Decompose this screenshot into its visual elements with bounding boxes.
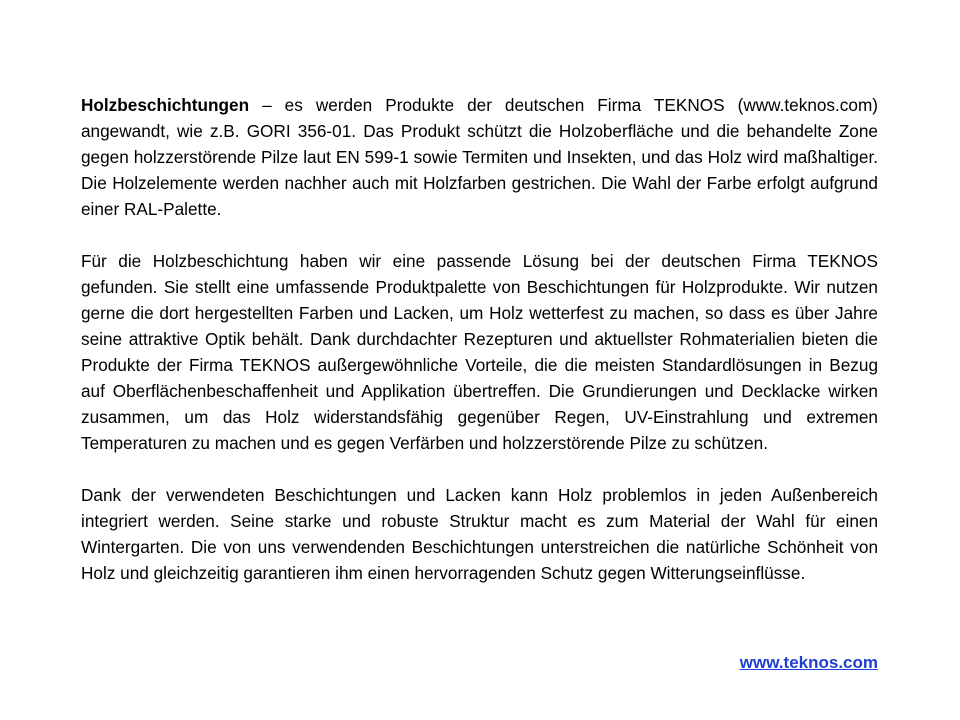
paragraph-teknos-solution: Für die Holzbeschichtung haben wir eine passende Lösung bei der deutschen Firma TEKNOS gefunden. Sie stellt eine umfassende Produktpalette von Beschichtungen für Holzprodukte. Wir nutzen gerne die dort hergestellten Farben und Lacken, um Holz wetterfest zu machen, so dass es über Jahre seine attraktive Optik behält. Dank durchdachter Rezepturen und aktuellster Rohmaterialien bieten die Produkte der Firma TEKNOS außergewöhnliche Vorteile, die die meisten Standardlösungen in Bezug auf Oberflächenbeschaffenheit und Applikation übertreffen. Die Grundierungen und Decklacke wirken zusammen, um das Holz widerstandsfähig gegenüber Regen, UV-Einstrahlung und extremen Temperaturen zu machen und es gegen Verfärben und holzzerstörende Pilze zu schützen.: [81, 251, 878, 453]
slide-content: [81, 92, 878, 672]
paragraph-intro-text: – es werden Produkte der deutschen Firma TEKNOS (www.teknos.com) angewandt, wie z.B. GORI 356-01. Das Produkt schützt die Holzoberfläche und die behandelte Zone gegen holzzerstörende Pilze laut EN 599-1 sowie Termiten und Insekten, und das Holz wird maßhaltiger. Die Holzelemente werden nachher auch mit Holzfarben gestrichen. Die Wahl der Farbe erfolgt aufgrund einer RAL-Palette.: [81, 95, 878, 219]
teknos-link[interactable]: www.teknos.com: [739, 653, 878, 672]
paragraph-intro: [81, 92, 878, 222]
heading-holzbeschichtungen: Holzbeschichtungen: [81, 95, 250, 115]
paragraph-wintergarten: Dank der verwendeten Beschichtungen und Lacken kann Holz problemlos in jeden Außenbereich integriert werden. Seine starke und robuste Struktur macht es zum Material der Wahl für einen Wintergarten. Die von uns verwendenden Beschichtungen unterstreichen die natürliche Schönheit von Holz und gleichzeitig garantieren ihm einen hervorragenden Schutz gegen Witterungseinflüsse.: [81, 485, 878, 583]
